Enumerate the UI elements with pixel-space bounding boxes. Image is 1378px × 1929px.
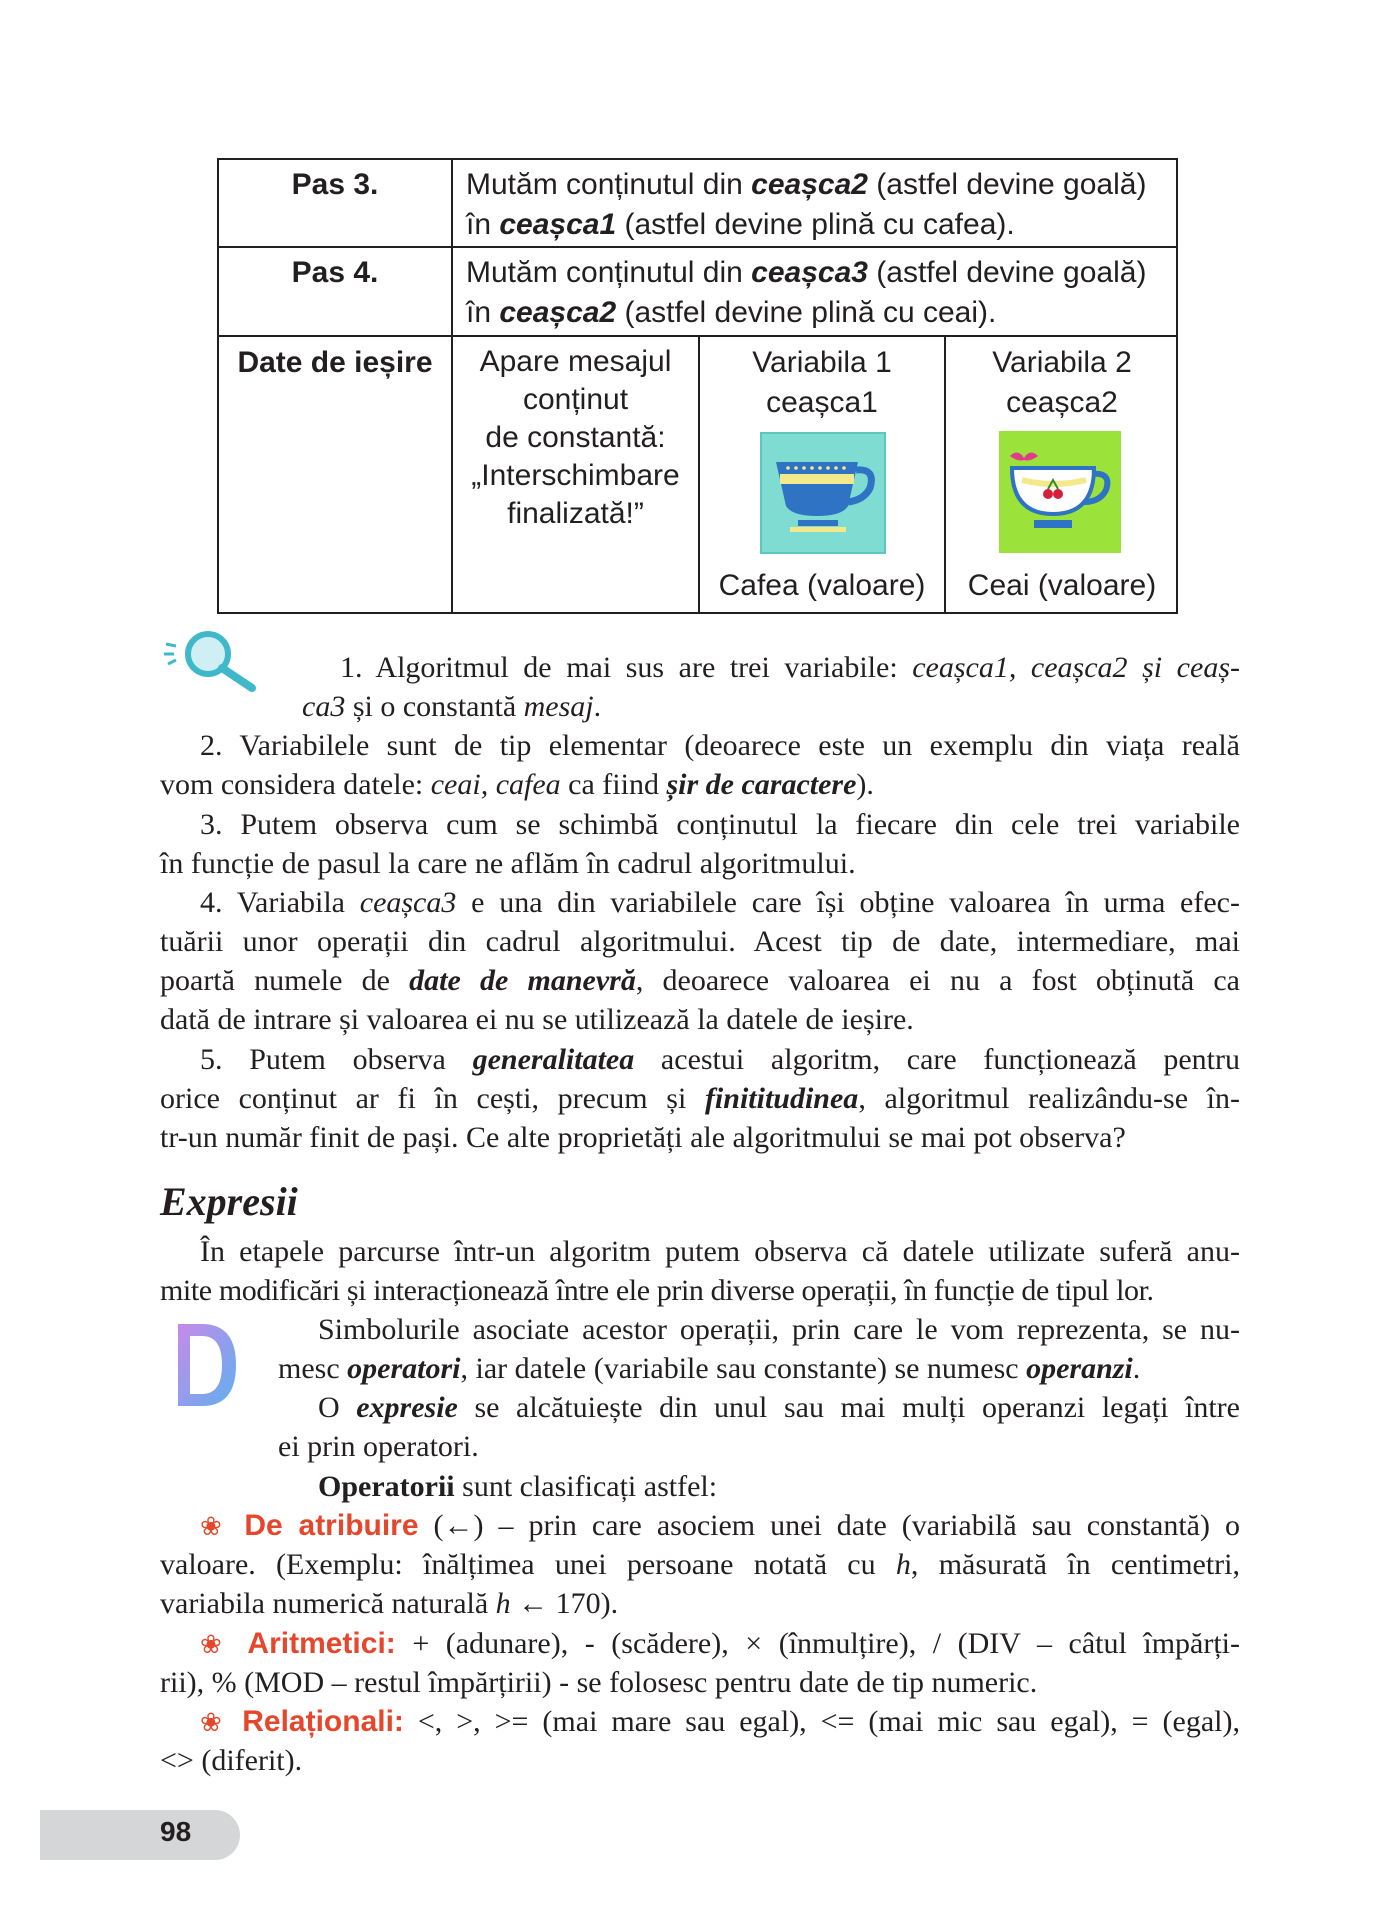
note-line: tuării unor operații din cadrul algoritmului. Acest tip de date, intermediare, mai bbox=[160, 925, 1240, 958]
note-line bbox=[160, 1079, 1240, 1118]
table-cell: Mutăm conținutul din ceașca3 (astfel devine goală) în ceașca2 (astfel devine plină cu ceai). bbox=[466, 256, 1147, 329]
text-run: generalitatea bbox=[472, 1043, 635, 1076]
text-run: se alcătuiește din unul sau mai mulți operanzi legați între bbox=[457, 1391, 1240, 1424]
text-run: ). bbox=[856, 768, 874, 801]
paragraph-line bbox=[278, 1349, 1240, 1388]
text-run: mesaj bbox=[523, 690, 594, 723]
message-cell: Apare mesajul conținut de constantă: „Interschimbare finalizată!” bbox=[471, 345, 680, 530]
variable1-value: Cafea (valoare) bbox=[718, 569, 926, 602]
flower-bullet-icon: ❀ bbox=[200, 1630, 231, 1659]
note-line bbox=[200, 883, 1240, 922]
variable1-cell: Variabila 1 ceașca1 bbox=[752, 346, 892, 419]
text-run: , iar datele (variabile sau constante) se numesc bbox=[460, 1352, 1027, 1385]
text-run: . bbox=[593, 690, 602, 723]
text-run: 1. Algoritmul de mai sus are trei variabile: bbox=[340, 651, 913, 684]
note-line: tr-un număr finit de pași. Ce alte proprietăți ale algoritmului se mai pot observa? bbox=[160, 1121, 1126, 1154]
text-run: valoare. (Exemplu: înălțimea unei persoane notată cu bbox=[160, 1548, 896, 1581]
variable2-value: Ceai (valoare) bbox=[967, 569, 1157, 602]
text-run: șir de caractere bbox=[666, 768, 857, 801]
text-run: operatori bbox=[347, 1352, 461, 1385]
text-run: și o constantă bbox=[345, 690, 524, 723]
text-run: ceașca3 bbox=[359, 886, 457, 919]
text-run: ← 170). bbox=[510, 1587, 619, 1620]
text-run: h bbox=[895, 1548, 911, 1581]
note-line: în funcție de pasul la care ne aflăm în cadrul algoritmului. bbox=[160, 847, 856, 880]
text-run: mesc bbox=[278, 1352, 348, 1385]
flower-bullet-icon: ❀ bbox=[200, 1512, 230, 1541]
text-run: . bbox=[1132, 1352, 1141, 1385]
text-run: O bbox=[318, 1391, 357, 1424]
list-item: ❀ Relaționali: <, >, >= (mai mare sau egal), <= (mai mic sau egal), = (egal), bbox=[200, 1705, 1240, 1738]
paragraph-line: mite modificări și interacționează între ele prin diverse operații, în funcție de tipul lor. bbox=[160, 1274, 1154, 1307]
paragraph-line: În etapele parcurse într-un algoritm putem observa că datele utilizate suferă anu- bbox=[200, 1235, 1240, 1268]
paragraph-line: Simbolurile asociate acestor operații, prin care le vom reprezenta, se nu- bbox=[318, 1313, 1240, 1346]
list-item-line bbox=[160, 1545, 1240, 1584]
list-item: ❀ De atribuire (←) – prin care asociem unei date (variabilă sau constantă) o bbox=[200, 1509, 1240, 1542]
note-line bbox=[302, 687, 1202, 726]
list-item: ❀ Aritmetici: + (adunare), - (scădere), × (înmulțire), / (DIV – câtul împărți- bbox=[200, 1627, 1241, 1660]
text-run: h bbox=[495, 1587, 511, 1620]
note-line bbox=[160, 961, 1240, 1000]
table-row-label: Pas 4. bbox=[291, 256, 379, 289]
note-line bbox=[340, 648, 1240, 687]
list-item-line bbox=[160, 1584, 1240, 1623]
paragraph-line bbox=[318, 1388, 1240, 1427]
variable2-cell: Variabila 2 ceașca2 bbox=[992, 346, 1132, 419]
page-number: 98 bbox=[160, 1816, 192, 1847]
note-line: dată de intrare și valoarea ei nu se utilizează la datele de ieșire. bbox=[160, 1003, 914, 1036]
tea-cup-icon bbox=[996, 428, 1124, 556]
text-run: sunt clasificați astfel: bbox=[454, 1470, 718, 1503]
text-run: vom considera datele: bbox=[160, 768, 431, 801]
note-line: 2. Variabilele sunt de tip elementar (deoarece este un exemplu din viața reală bbox=[200, 729, 1240, 762]
text-run: date de manevră bbox=[409, 964, 636, 997]
text-run: ceai, cafea bbox=[430, 768, 561, 801]
text-run: 5. Putem observa bbox=[200, 1043, 473, 1076]
section-heading: Expresii bbox=[160, 1179, 298, 1224]
text-run: ceașca1, ceașca2 și ceaș- bbox=[912, 651, 1240, 684]
flower-bullet-icon: ❀ bbox=[200, 1708, 229, 1737]
list-item-line: <> (diferit). bbox=[160, 1744, 303, 1777]
text-run: acestui algoritm, care funcționează pentru bbox=[634, 1043, 1240, 1076]
text-run: , măsurată în centimetri, bbox=[910, 1548, 1241, 1581]
text-run: Operatorii bbox=[318, 1470, 455, 1503]
text-run: ca fiind bbox=[560, 768, 667, 801]
text-run: orice conținut ar fi în cești, precum și bbox=[160, 1082, 705, 1115]
magnifier-icon bbox=[158, 626, 258, 696]
page-number-tab bbox=[40, 1810, 240, 1860]
text-run: variabila numerică naturală bbox=[160, 1587, 496, 1620]
paragraph-line: ei prin operatori. bbox=[278, 1430, 479, 1463]
text-run: , algoritmul realizându-se în- bbox=[858, 1082, 1240, 1115]
table-divider bbox=[217, 246, 1178, 248]
table-row-label: Pas 3. bbox=[291, 168, 379, 201]
note-line bbox=[200, 1040, 1240, 1079]
text-run: 4. Variabila bbox=[200, 886, 360, 919]
text-run: poartă numele de bbox=[160, 964, 410, 997]
list-item-line: rii), % (MOD – restul împărțirii) - se folosesc pentru date de tip numeric. bbox=[160, 1666, 1038, 1699]
table-cell: Mutăm conținutul din ceașca2 (astfel devine goală) în ceașca1 (astfel devine plină cu cafea). bbox=[466, 168, 1147, 241]
note-line bbox=[160, 765, 1240, 804]
table-row-label: Date de ieșire bbox=[237, 346, 433, 379]
note-line: 3. Putem observa cum se schimbă conținutul la fiecare din cele trei variabile bbox=[200, 808, 1240, 841]
coffee-cup-icon bbox=[758, 430, 888, 556]
text-run: finititudinea bbox=[704, 1082, 859, 1115]
text-run: , deoarece valoarea ei nu a fost obținută ca bbox=[635, 964, 1240, 997]
paragraph-line bbox=[318, 1467, 1240, 1506]
text-run: expresie bbox=[356, 1391, 458, 1424]
definition-d-icon bbox=[172, 1320, 242, 1410]
text-run: e una din variabilele care își obține valoarea în urma efec- bbox=[456, 886, 1240, 919]
text-run: operanzi bbox=[1026, 1352, 1133, 1385]
text-run: ca3 bbox=[302, 690, 346, 723]
